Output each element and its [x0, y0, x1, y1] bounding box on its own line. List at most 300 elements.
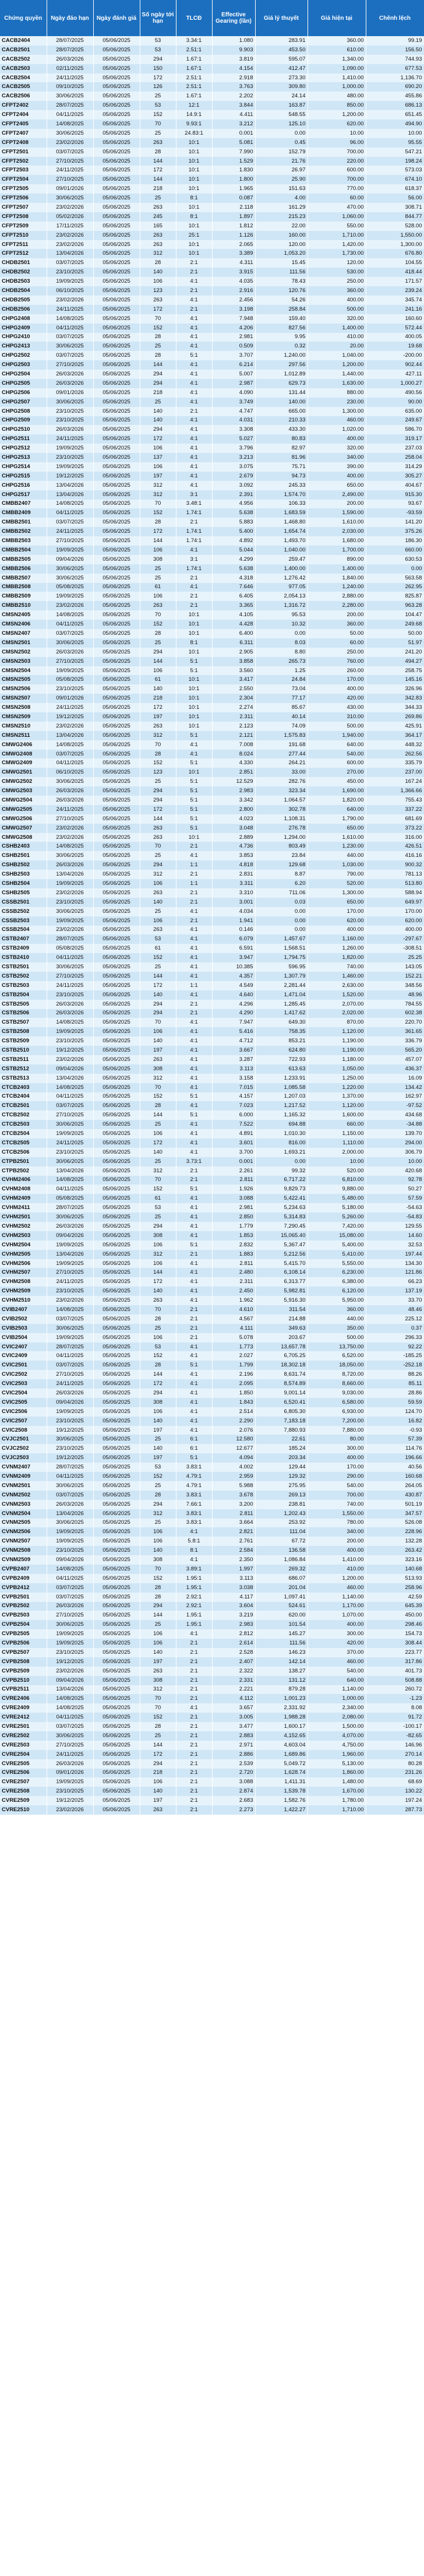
table-row	[0, 610, 424, 620]
cell-theoretical-price: 803.49	[255, 842, 308, 851]
cell-current-price: 400.00	[308, 926, 366, 935]
cell-theoretical-price: 816.00	[255, 1138, 308, 1148]
cell-difference: 296.33	[366, 1333, 424, 1343]
cell-conversion-ratio: 10:1	[176, 184, 212, 194]
cell-difference: 513.93	[366, 1574, 424, 1583]
cell-current-price: 7,880.00	[308, 1426, 366, 1435]
cell-days-to-maturity: 263	[140, 1296, 176, 1305]
cell-warrant-code: CVNM2507	[0, 1537, 47, 1546]
cell-current-price: 1,460.00	[308, 972, 366, 981]
cell-effective-gearing: 3.707	[212, 351, 255, 360]
cell-valuation-date: 05/06/2025	[93, 888, 140, 898]
cell-maturity-date: 30/06/2025	[47, 962, 93, 972]
cell-conversion-ratio: 4:1	[176, 546, 212, 555]
cell-valuation-date: 05/06/2025	[93, 1268, 140, 1277]
cell-theoretical-price: 5,314.83	[255, 1213, 308, 1222]
table-row	[0, 1398, 424, 1407]
cell-days-to-maturity: 140	[140, 1546, 176, 1555]
cell-valuation-date: 05/06/2025	[93, 684, 140, 694]
cell-effective-gearing: 10.385	[212, 962, 255, 972]
cell-days-to-maturity: 28	[140, 333, 176, 342]
cell-theoretical-price: 1,086.84	[255, 1555, 308, 1565]
cell-current-price: 400.00	[308, 1453, 366, 1463]
cell-effective-gearing: 4.296	[212, 1000, 255, 1009]
cell-effective-gearing: 3.005	[212, 1713, 255, 1722]
cell-effective-gearing: 2.886	[212, 1750, 255, 1759]
cell-theoretical-price: 1,165.32	[255, 1110, 308, 1120]
cell-maturity-date: 19/12/2025	[47, 1796, 93, 1805]
table-row	[0, 1648, 424, 1657]
table-row	[0, 898, 424, 907]
cell-theoretical-price: 827.56	[255, 324, 308, 333]
cell-valuation-date: 05/06/2025	[93, 814, 140, 824]
cell-current-price: 1,370.00	[308, 1092, 366, 1102]
col-header-days-to-maturity: Số ngày tới hạn	[140, 0, 176, 36]
cell-days-to-maturity: 140	[140, 407, 176, 416]
cell-maturity-date: 19/09/2025	[47, 1629, 93, 1639]
cell-current-price: 1,170.00	[308, 1602, 366, 1611]
cell-current-price: 650.00	[308, 824, 366, 833]
table-row	[0, 833, 424, 842]
table-row	[0, 120, 424, 129]
cell-days-to-maturity: 140	[140, 1148, 176, 1157]
cell-warrant-code: CVHM2509	[0, 1287, 47, 1296]
cell-conversion-ratio: 3.83:1	[176, 1519, 212, 1528]
table-row	[0, 805, 424, 814]
cell-warrant-code: CACB2502	[0, 55, 47, 64]
cell-theoretical-price: 686.07	[255, 1574, 308, 1583]
cell-maturity-date: 26/03/2026	[47, 1759, 93, 1769]
cell-days-to-maturity: 28	[140, 1491, 176, 1500]
cell-days-to-maturity: 172	[140, 1277, 176, 1287]
cell-warrant-code: CFPT2509	[0, 222, 47, 231]
cell-conversion-ratio: 4:1	[176, 972, 212, 981]
cell-warrant-code: CVNM2509	[0, 1555, 47, 1565]
cell-warrant-code: CVPB2407	[0, 1565, 47, 1574]
cell-current-price: 80.00	[308, 1435, 366, 1444]
table-row	[0, 36, 424, 45]
cell-theoretical-price: 2,281.44	[255, 981, 308, 990]
cell-warrant-code: CFPT2510	[0, 231, 47, 240]
cell-theoretical-price: 1,285.45	[255, 1000, 308, 1009]
cell-conversion-ratio: 4:1	[176, 1527, 212, 1537]
cell-valuation-date: 05/06/2025	[93, 1509, 140, 1519]
cell-theoretical-price: 853.21	[255, 1036, 308, 1046]
table-row	[0, 1407, 424, 1417]
cell-conversion-ratio: 4:1	[176, 379, 212, 388]
cell-valuation-date: 05/06/2025	[93, 453, 140, 462]
cell-effective-gearing: 7.646	[212, 583, 255, 592]
cell-days-to-maturity: 28	[140, 750, 176, 759]
cell-current-price: 1,200.00	[308, 110, 366, 120]
cell-current-price: 1,710.00	[308, 231, 366, 240]
cell-conversion-ratio: 14.9:1	[176, 110, 212, 120]
cell-maturity-date: 19/09/2025	[47, 1537, 93, 1546]
cell-maturity-date: 06/10/2025	[47, 768, 93, 777]
cell-effective-gearing: 4.206	[212, 324, 255, 333]
table-row	[0, 1731, 424, 1741]
cell-days-to-maturity: 106	[140, 1129, 176, 1138]
cell-warrant-code: CVRE2504	[0, 1750, 47, 1759]
cell-current-price: 7,200.00	[308, 1417, 366, 1426]
table-row	[0, 231, 424, 240]
cell-days-to-maturity: 152	[140, 1472, 176, 1481]
cell-days-to-maturity: 25	[140, 907, 176, 916]
cell-effective-gearing: 3.763	[212, 82, 255, 92]
table-row	[0, 305, 424, 314]
cell-days-to-maturity: 152	[140, 110, 176, 120]
cell-current-price: 1,300.00	[308, 888, 366, 898]
cell-effective-gearing: 0.001	[212, 129, 255, 138]
cell-days-to-maturity: 263	[140, 1805, 176, 1815]
cell-warrant-code: CTCB2404	[0, 1092, 47, 1102]
table-row	[0, 249, 424, 258]
col-header-conversion-ratio: TLCĐ	[176, 0, 212, 36]
cell-difference: 25.25	[366, 953, 424, 962]
cell-effective-gearing: 3.389	[212, 249, 255, 258]
cell-maturity-date: 28/07/2025	[47, 45, 93, 55]
cell-maturity-date: 23/02/2026	[47, 824, 93, 833]
cell-valuation-date: 05/06/2025	[93, 1370, 140, 1379]
cell-difference: 57.39	[366, 1435, 424, 1444]
cell-valuation-date: 05/06/2025	[93, 740, 140, 750]
cell-maturity-date: 23/02/2026	[47, 833, 93, 842]
cell-valuation-date: 05/06/2025	[93, 953, 140, 962]
cell-effective-gearing: 5.416	[212, 1027, 255, 1036]
cell-theoretical-price: 73.04	[255, 684, 308, 694]
cell-days-to-maturity: 263	[140, 824, 176, 833]
cell-valuation-date: 05/06/2025	[93, 1805, 140, 1815]
cell-maturity-date: 27/10/2025	[47, 814, 93, 824]
cell-valuation-date: 05/06/2025	[93, 286, 140, 296]
table-row	[0, 1361, 424, 1370]
cell-effective-gearing: 4.318	[212, 574, 255, 583]
cell-effective-gearing: 3.038	[212, 1583, 255, 1593]
cell-difference: 572.44	[366, 324, 424, 333]
cell-warrant-code: CHPG2511	[0, 434, 47, 444]
cell-warrant-code: CSSB2504	[0, 926, 47, 935]
cell-days-to-maturity: 106	[140, 916, 176, 926]
cell-effective-gearing: 3.819	[212, 55, 255, 64]
cell-theoretical-price: 694.88	[255, 1120, 308, 1129]
cell-effective-gearing: 3.477	[212, 1722, 255, 1731]
cell-effective-gearing: 2.812	[212, 1629, 255, 1639]
cell-difference: 1,136.70	[366, 73, 424, 83]
cell-days-to-maturity: 25	[140, 1519, 176, 1528]
cell-days-to-maturity: 312	[140, 870, 176, 879]
cell-days-to-maturity: 312	[140, 1166, 176, 1176]
cell-theoretical-price: 203.67	[255, 1333, 308, 1343]
cell-effective-gearing: 3.796	[212, 444, 255, 453]
cell-theoretical-price: 4.00	[255, 194, 308, 203]
cell-effective-gearing: 2.311	[212, 712, 255, 722]
cell-maturity-date: 13/04/2026	[47, 481, 93, 490]
cell-current-price: 2,340.00	[308, 1703, 366, 1713]
cell-theoretical-price: 665.00	[255, 407, 308, 416]
cell-effective-gearing: 2.065	[212, 240, 255, 249]
cell-conversion-ratio: 2:1	[176, 888, 212, 898]
table-row	[0, 1787, 424, 1796]
cell-conversion-ratio: 2:1	[176, 842, 212, 851]
cell-theoretical-price: 548.55	[255, 110, 308, 120]
cell-current-price: 480.00	[308, 92, 366, 101]
cell-effective-gearing: 3.287	[212, 1055, 255, 1064]
cell-current-price: 550.00	[308, 222, 366, 231]
cell-days-to-maturity: 144	[140, 657, 176, 666]
cell-days-to-maturity: 312	[140, 1685, 176, 1695]
cell-conversion-ratio: 10:1	[176, 722, 212, 731]
cell-difference: 784.55	[366, 1000, 424, 1009]
cell-theoretical-price: 2,054.13	[255, 592, 308, 601]
cell-conversion-ratio: 4:1	[176, 1036, 212, 1046]
cell-current-price: 1,480.00	[308, 1777, 366, 1787]
table-row	[0, 1000, 424, 1009]
cell-conversion-ratio: 1.74:1	[176, 564, 212, 574]
cell-warrant-code: CVHM2411	[0, 1203, 47, 1213]
cell-maturity-date: 14/08/2025	[47, 314, 93, 324]
cell-valuation-date: 05/06/2025	[93, 1648, 140, 1657]
cell-effective-gearing: 1.962	[212, 1296, 255, 1305]
cell-warrant-code: CTPB2501	[0, 1157, 47, 1166]
cell-days-to-maturity: 25	[140, 574, 176, 583]
cell-theoretical-price: 6,705.25	[255, 1351, 308, 1361]
cell-days-to-maturity: 28	[140, 351, 176, 360]
cell-theoretical-price: 453.50	[255, 45, 308, 55]
cell-difference: 90.00	[366, 398, 424, 407]
cell-effective-gearing: 12.677	[212, 1444, 255, 1453]
cell-effective-gearing: 3.700	[212, 1148, 255, 1157]
cell-days-to-maturity: 197	[140, 1657, 176, 1667]
cell-theoretical-price: 163.87	[255, 101, 308, 110]
table-row	[0, 129, 424, 138]
cell-theoretical-price: 283.91	[255, 36, 308, 45]
cell-difference: 48.96	[366, 990, 424, 1000]
cell-effective-gearing: 1.853	[212, 1231, 255, 1240]
cell-difference: -82.65	[366, 1731, 424, 1741]
cell-conversion-ratio: 4:1	[176, 1379, 212, 1389]
cell-warrant-code: CTCB2505	[0, 1138, 47, 1148]
cell-maturity-date: 26/03/2026	[47, 648, 93, 657]
table-row	[0, 814, 424, 824]
cell-maturity-date: 30/06/2025	[47, 342, 93, 351]
col-header-difference: Chênh lệch	[366, 0, 424, 36]
cell-days-to-maturity: 152	[140, 508, 176, 518]
cell-difference: 620.00	[366, 916, 424, 926]
cell-conversion-ratio: 4:1	[176, 1417, 212, 1426]
cell-theoretical-price: 1,693.21	[255, 1148, 308, 1157]
cell-warrant-code: CHDB2504	[0, 286, 47, 296]
cell-effective-gearing: 4.157	[212, 1092, 255, 1102]
cell-effective-gearing: 2.123	[212, 722, 255, 731]
cell-maturity-date: 14/08/2025	[47, 740, 93, 750]
table-row	[0, 657, 424, 666]
cell-difference: 33.70	[366, 1296, 424, 1305]
cell-theoretical-price: 106.33	[255, 500, 308, 509]
cell-difference: 400.05	[366, 333, 424, 342]
cell-current-price: 5,550.00	[308, 1259, 366, 1268]
cell-valuation-date: 05/06/2025	[93, 1796, 140, 1805]
cell-maturity-date: 19/09/2025	[47, 592, 93, 601]
cell-maturity-date: 28/07/2025	[47, 1463, 93, 1472]
cell-valuation-date: 05/06/2025	[93, 314, 140, 324]
table-row	[0, 314, 424, 324]
cell-effective-gearing: 3.853	[212, 851, 255, 860]
cell-valuation-date: 05/06/2025	[93, 1379, 140, 1389]
cell-current-price: 170.00	[308, 675, 366, 684]
cell-days-to-maturity: 53	[140, 1463, 176, 1472]
cell-conversion-ratio: 4:1	[176, 1703, 212, 1713]
table-row	[0, 1685, 424, 1695]
cell-warrant-code: CSTB2504	[0, 990, 47, 1000]
cell-days-to-maturity: 152	[140, 324, 176, 333]
cell-days-to-maturity: 70	[140, 500, 176, 509]
cell-warrant-code: CVHM2504	[0, 1240, 47, 1250]
cell-days-to-maturity: 70	[140, 740, 176, 750]
cell-conversion-ratio: 4:1	[176, 398, 212, 407]
cell-difference: 345.74	[366, 296, 424, 305]
cell-difference: 167.24	[366, 777, 424, 786]
table-row	[0, 1426, 424, 1435]
cell-conversion-ratio: 10:1	[176, 166, 212, 175]
cell-effective-gearing: 6.591	[212, 944, 255, 953]
cell-maturity-date: 26/03/2026	[47, 370, 93, 379]
cell-days-to-maturity: 144	[140, 972, 176, 981]
cell-warrant-code: CMSN2511	[0, 731, 47, 740]
cell-warrant-code: CHPG2508	[0, 407, 47, 416]
cell-effective-gearing: 3.001	[212, 898, 255, 907]
cell-maturity-date: 03/07/2025	[47, 351, 93, 360]
cell-warrant-code: CVIC2503	[0, 1379, 47, 1389]
cell-conversion-ratio: 10:1	[176, 833, 212, 842]
table-row	[0, 370, 424, 379]
cell-conversion-ratio: 5:1	[176, 1361, 212, 1370]
cell-theoretical-price: 1,012.89	[255, 370, 308, 379]
cell-current-price: 1,820.00	[308, 796, 366, 805]
cell-current-price: 9,030.00	[308, 1389, 366, 1398]
cell-difference: 57.59	[366, 1194, 424, 1203]
cell-difference: 239.24	[366, 286, 424, 296]
cell-valuation-date: 05/06/2025	[93, 398, 140, 407]
cell-current-price: 6,930.00	[308, 1407, 366, 1417]
table-row	[0, 981, 424, 990]
cell-effective-gearing: 2.350	[212, 1555, 255, 1565]
cell-difference: 198.24	[366, 157, 424, 166]
cell-conversion-ratio: 2:1	[176, 286, 212, 296]
cell-effective-gearing: 2.850	[212, 1213, 255, 1222]
table-row	[0, 1519, 424, 1528]
cell-maturity-date: 27/10/2025	[47, 1741, 93, 1750]
cell-maturity-date: 13/04/2026	[47, 1685, 93, 1695]
cell-valuation-date: 05/06/2025	[93, 508, 140, 518]
cell-valuation-date: 05/06/2025	[93, 1343, 140, 1352]
cell-effective-gearing: 3.212	[212, 120, 255, 129]
cell-days-to-maturity: 61	[140, 944, 176, 953]
cell-difference: 264.05	[366, 1481, 424, 1491]
cell-theoretical-price: 6.20	[255, 879, 308, 888]
cell-conversion-ratio: 1.95:1	[176, 1574, 212, 1583]
cell-effective-gearing: 2.261	[212, 1166, 255, 1176]
cell-valuation-date: 05/06/2025	[93, 527, 140, 536]
cell-effective-gearing: 2.981	[212, 1203, 255, 1213]
cell-difference: 59.59	[366, 1398, 424, 1407]
cell-warrant-code: CMWG2408	[0, 750, 47, 759]
cell-conversion-ratio: 2:1	[176, 1166, 212, 1176]
cell-warrant-code: CVRE2412	[0, 1713, 47, 1722]
cell-warrant-code: CMBB2508	[0, 583, 47, 592]
cell-valuation-date: 05/06/2025	[93, 962, 140, 972]
cell-effective-gearing: 2.905	[212, 648, 255, 657]
cell-days-to-maturity: 126	[140, 82, 176, 92]
cell-warrant-code: CVIC2507	[0, 1417, 47, 1426]
cell-maturity-date: 13/04/2026	[47, 1166, 93, 1176]
cell-maturity-date: 03/07/2025	[47, 1101, 93, 1110]
cell-maturity-date: 19/12/2025	[47, 1453, 93, 1463]
cell-maturity-date: 23/02/2026	[47, 1055, 93, 1064]
cell-current-price: 1,030.00	[308, 860, 366, 870]
cell-valuation-date: 05/06/2025	[93, 601, 140, 610]
cell-theoretical-price: 129.68	[255, 860, 308, 870]
cell-valuation-date: 05/06/2025	[93, 786, 140, 796]
cell-maturity-date: 09/10/2025	[47, 82, 93, 92]
cell-days-to-maturity: 25	[140, 1213, 176, 1222]
cell-maturity-date: 24/11/2025	[47, 1379, 93, 1389]
cell-days-to-maturity: 312	[140, 490, 176, 500]
cell-theoretical-price: 1,654.74	[255, 527, 308, 536]
cell-maturity-date: 13/04/2026	[47, 490, 93, 500]
cell-difference: 319.17	[366, 434, 424, 444]
cell-theoretical-price: 275.95	[255, 1481, 308, 1491]
cell-warrant-code: CMSN2509	[0, 712, 47, 722]
cell-conversion-ratio: 2:1	[176, 1639, 212, 1648]
cell-effective-gearing: 7.948	[212, 314, 255, 324]
cell-warrant-code: CHPG2504	[0, 370, 47, 379]
cell-conversion-ratio: 6:1	[176, 1444, 212, 1453]
cell-warrant-code: CSTB2503	[0, 981, 47, 990]
cell-conversion-ratio: 3.83:1	[176, 1509, 212, 1519]
cell-current-price: 1,120.00	[308, 1027, 366, 1036]
cell-valuation-date: 05/06/2025	[93, 1527, 140, 1537]
cell-conversion-ratio: 1:1	[176, 879, 212, 888]
cell-difference: 602.38	[366, 1009, 424, 1018]
cell-maturity-date: 23/10/2025	[47, 1787, 93, 1796]
cell-current-price: 2,490.00	[308, 490, 366, 500]
cell-current-price: 6,380.00	[308, 1277, 366, 1287]
cell-conversion-ratio: 4:1	[176, 1194, 212, 1203]
cell-maturity-date: 27/10/2025	[47, 1370, 93, 1379]
table-row	[0, 703, 424, 712]
cell-current-price: 1,680.00	[308, 536, 366, 546]
cell-warrant-code: CSHB2505	[0, 888, 47, 898]
cell-current-price: 6,580.00	[308, 1398, 366, 1407]
cell-warrant-code: CVNM2407	[0, 1463, 47, 1472]
cell-valuation-date: 05/06/2025	[93, 1620, 140, 1629]
cell-effective-gearing: 4.411	[212, 110, 255, 120]
cell-theoretical-price: 5,415.70	[255, 1259, 308, 1268]
cell-theoretical-price: 111.04	[255, 1527, 308, 1537]
cell-difference: 418.44	[366, 268, 424, 277]
cell-conversion-ratio: 4:1	[176, 583, 212, 592]
cell-days-to-maturity: 152	[140, 758, 176, 768]
cell-theoretical-price: 282.76	[255, 777, 308, 786]
cell-theoretical-price: 297.56	[255, 360, 308, 370]
cell-warrant-code: CMWG2502	[0, 777, 47, 786]
cell-warrant-code: CVPB2510	[0, 1676, 47, 1685]
table-row	[0, 388, 424, 398]
cell-theoretical-price: 6,313.77	[255, 1277, 308, 1287]
cell-days-to-maturity: 144	[140, 157, 176, 166]
cell-effective-gearing: 3.308	[212, 425, 255, 434]
cell-warrant-code: CFPT2506	[0, 194, 47, 203]
